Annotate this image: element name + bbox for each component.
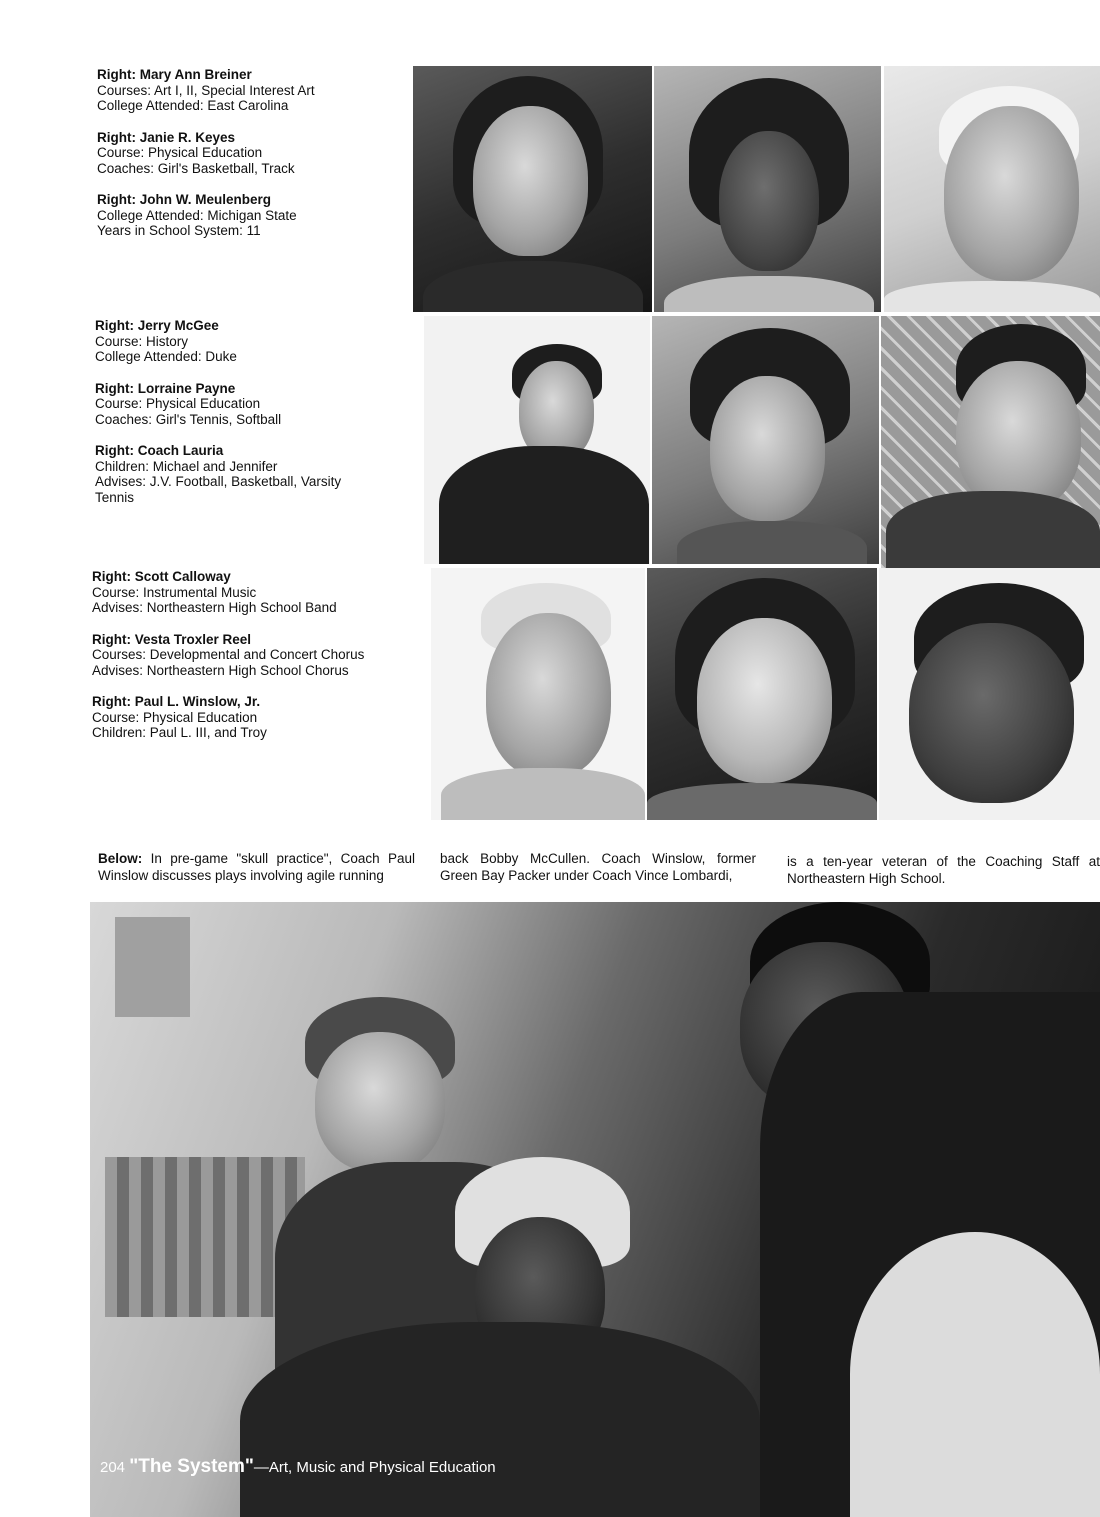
body-shape <box>677 521 867 564</box>
face-shape <box>486 613 611 778</box>
caption-lauria <box>95 443 375 505</box>
caption-line: Tennis <box>95 489 135 505</box>
body-shape <box>664 276 874 312</box>
portrait-photo-keyes <box>654 66 881 312</box>
section-title: "The System" <box>129 1456 254 1477</box>
body-shape <box>423 261 643 312</box>
bottom-caption-text-3: is a ten-year veteran of the Coaching Staff at Northeastern High School. <box>787 854 1100 886</box>
caption-name: Right: Paul L. Winslow, Jr. <box>92 694 261 709</box>
body-shape <box>886 491 1100 568</box>
caption-line: Coaches: Girl's Tennis, Softball <box>95 411 282 427</box>
caption-line: Children: Michael and Jennifer <box>95 458 278 474</box>
bottom-caption-text-2: back Bobby McCullen. Coach Winslow, former Green Bay Packer under Coach Vince Lombardi, <box>440 851 756 883</box>
football-practice-photo <box>90 902 1100 1517</box>
face-shape <box>944 106 1079 281</box>
caption-name: Right: John W. Meulenberg <box>97 192 271 207</box>
caption-line: College Attended: Michigan State <box>97 207 297 223</box>
page-number: 204 <box>100 1459 126 1476</box>
page-footer <box>100 1456 496 1478</box>
caption-line: Coaches: Girl's Basketball, Track <box>97 160 295 176</box>
caption-name: Right: Scott Calloway <box>92 569 231 584</box>
helmet-shape <box>850 1232 1100 1517</box>
bottom-caption-col-2 <box>440 850 756 884</box>
wall-sign-shape <box>115 917 190 1017</box>
caption-reel <box>92 632 402 679</box>
caption-line: Course: Physical Education <box>92 709 258 725</box>
body-shape <box>441 768 645 820</box>
caption-name: Right: Vesta Troxler Reel <box>92 631 252 647</box>
caption-winslow <box>92 694 402 741</box>
bottom-caption-col-1 <box>98 850 415 884</box>
portrait-photo-breiner <box>413 66 652 312</box>
bottom-caption-text-1: In pre-game "skull practice", Coach Paul Winslow discusses plays involving agile running <box>98 851 415 883</box>
body-shape <box>439 446 649 564</box>
coach-sweater <box>240 1322 760 1517</box>
caption-line: Courses: Developmental and Concert Chorus <box>92 647 365 662</box>
caption-line: Course: History <box>95 333 189 349</box>
player-left-face <box>315 1032 445 1172</box>
face-shape <box>909 623 1074 803</box>
caption-line: College Attended: East Carolina <box>97 98 289 113</box>
caption-line: College Attended: Duke <box>95 349 237 364</box>
caption-line: Course: Physical Education <box>97 145 263 160</box>
caption-line: Children: Paul L. III, and Troy <box>92 725 267 740</box>
caption-meulenberg <box>97 192 397 239</box>
caption-line: Advises: J.V. Football, Basketball, Varsity <box>95 474 342 489</box>
caption-name: Right: Janie R. Keyes <box>97 129 236 145</box>
portrait-photo-winslow <box>879 568 1100 820</box>
face-shape <box>473 106 588 256</box>
caption-mcgee <box>95 318 375 365</box>
portrait-photo-payne <box>652 316 879 564</box>
caption-line: Course: Physical Education <box>95 396 261 411</box>
caption-calloway <box>92 569 402 616</box>
bottom-caption-lead: Below: <box>98 851 143 866</box>
caption-payne <box>95 381 375 428</box>
face-shape <box>956 361 1081 511</box>
caption-name: Right: Lorraine Payne <box>95 380 236 396</box>
portrait-photo-lauria <box>881 316 1100 568</box>
bottom-caption-col-3 <box>787 853 1100 887</box>
section-subtitle: —Art, Music and Physical Education <box>253 1459 496 1476</box>
caption-name: Right: Jerry McGee <box>95 318 219 333</box>
caption-line: Years in School System: 11 <box>97 223 261 238</box>
caption-group-row-3 <box>92 569 402 757</box>
caption-breiner <box>97 67 397 114</box>
portrait-photo-reel <box>647 568 877 820</box>
portrait-photo-mcgee <box>424 316 650 564</box>
face-shape <box>719 131 819 271</box>
face-shape <box>710 376 825 521</box>
caption-line: Course: Instrumental Music <box>92 584 257 600</box>
caption-group-row-2 <box>95 318 375 521</box>
caption-line: Courses: Art I, II, Special Interest Art <box>97 82 315 98</box>
caption-group-row-1 <box>97 67 397 255</box>
caption-name: Right: Coach Lauria <box>95 443 224 458</box>
caption-keyes <box>97 130 397 177</box>
caption-line: Advises: Northeastern High School Band <box>92 600 337 615</box>
caption-name: Right: Mary Ann Breiner <box>97 67 252 82</box>
caption-line: Advises: Northeastern High School Chorus <box>92 662 349 678</box>
body-shape <box>647 783 877 820</box>
face-shape <box>697 618 832 783</box>
body-shape <box>884 281 1100 312</box>
portrait-photo-meulenberg <box>884 66 1100 312</box>
portrait-photo-calloway <box>431 568 645 820</box>
